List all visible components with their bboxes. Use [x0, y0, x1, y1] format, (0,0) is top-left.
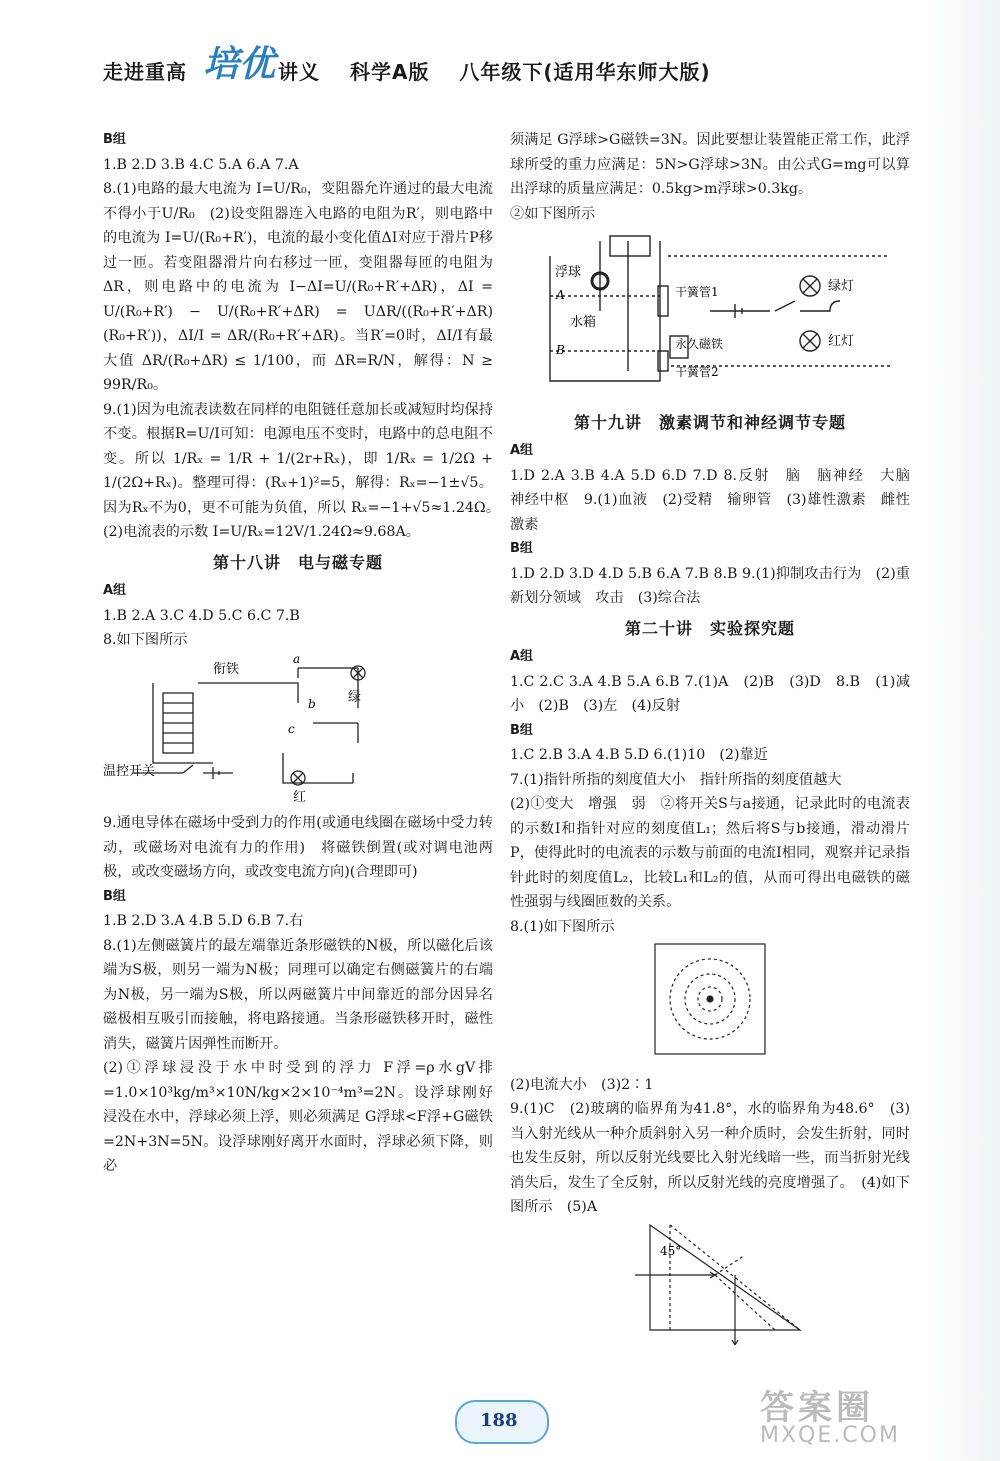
label-A: A: [556, 288, 565, 302]
answer-paragraph: 1.C 2.C 3.A 4.B 5.A 6.B 7.(1)A (2)B (3)D 8.B (1)减小 (2)B (3)左 (4)反射: [510, 673, 910, 714]
label-red-lamp: 红: [293, 789, 307, 803]
book-info-part: 讲义: [278, 60, 320, 84]
answer-paragraph: 须满足 G浮球>G磁铁=3N。因此要想让装置能正常工作，此浮球所受的重力应满足：5N>G浮球>3N。由公式G=mg可以算出浮球的质量应满足：0.5kg>m浮球>0.3kg。: [510, 132, 910, 197]
section-heading: 第二十讲 实验探究题: [624, 618, 795, 638]
answer-paragraph: 9.(1)C (2)玻璃的临界角为41.8°，水的临界角为48.6° (3)当入射光线从一种介质斜射入另一种介质时，会发生折射，同时也发生反射，所以反射光线要比入射光线暗一些，而当折射光线消失后，发生了全反射，所以反射光线的亮度增强了。 (4)如下图所示 (5)A: [510, 1101, 910, 1215]
group-label: B组: [103, 132, 126, 147]
book-info-part: 科学A版: [349, 60, 430, 84]
water-tank-circuit-diagram: [510, 226, 890, 396]
answer-paragraph: 9.(1)因为电流表读数在同样的电阻链任意加长或减短时均保持不变。根据R=U/I可知：电源电压不变时，电路中的总电阻不变。所以 1/Rₓ = 1/R + 1/(2r+Rₓ)，即 1/Rₓ = 1/2Ω + 1/(2Ω+Rₓ)。整理可得：(Rₓ+1)²=5，解得：Rₓ=−1±√5。因为Rₓ不为0，更不可能为负值，所以 Rₓ=−1+√5≈1.24Ω。 (2)电流表的示数 I=U/Rₓ=12V/1.24Ω≈9.68A。: [103, 401, 508, 540]
magnetic-field-diagram: [510, 939, 890, 1064]
answer-paragraph: 7.(1)指针所指的刻度值大小 指针所指的刻度值越大: [510, 771, 842, 788]
label-red-lamp: 红灯: [828, 334, 855, 349]
answer-paragraph: 1.B 2.D 3.B 4.C 5.A 6.A 7.A: [103, 156, 299, 173]
label-magnet: 永久磁铁: [675, 337, 724, 351]
left-column: [103, 128, 508, 1179]
answer-paragraph: 1.B 2.D 3.A 4.B 5.D 6.B 7.右: [103, 913, 304, 929]
label-c: c: [288, 721, 295, 736]
group-label: B组: [103, 888, 126, 904]
series-title: 走进重高: [103, 60, 187, 84]
label-B: B: [556, 343, 565, 357]
answer-paragraph: (2)①浮球浸没于水中时受到的浮力 F浮=ρ水gV排=1.0×10³kg/m³×10N/kg×2×10⁻⁴m³=2N。设浮球刚好浸没在水中，浮球必须上浮，则必须满足 G浮球<F浮+G磁铁=2N+3N=5N。设浮球刚好离开水面时，浮球必须下降，则必: [103, 1060, 493, 1174]
electromagnet-relay-diagram: [103, 653, 393, 803]
label-float: 浮球: [555, 265, 582, 280]
label-a: a: [293, 652, 301, 666]
prism-refraction-diagram: [510, 1220, 890, 1345]
figure-figfield: [510, 939, 910, 1073]
group-label: A组: [510, 649, 534, 664]
label-reed1: 干簧管1: [675, 285, 719, 299]
answer-paragraph: 1.D 2.D 3.D 4.D 5.B 6.A 7.B 8.B 9.(1)抑制攻击行为 (2)重新划分领域 攻击 (3)综合法: [510, 565, 910, 606]
answer-paragraph: (2)电流大小 (3)2∶1: [510, 1076, 654, 1093]
group-label: B组: [510, 541, 533, 556]
watermark-line: MXQE.COM: [760, 1423, 900, 1448]
figure-fig18: [103, 653, 493, 812]
label-angle: 45°: [660, 1243, 682, 1258]
label-green-lamp: 绿: [348, 689, 362, 705]
page-edge-shade: [930, 0, 1000, 1461]
answer-paragraph: (2)①变大 增强 弱 ②将开关S与a接通，记录此时的电流表的示数I和指针对应的刻度值L₁；然后将S与b接通，滑动滑片P，使得此时的电流表的示数与前面的电流I相同，观察并记录指针此时的刻度值L₂，比较L₁和L₂的值，从而可得出电磁铁的磁性强弱与线圈匝数的关系。: [510, 796, 910, 910]
book-info: [278, 56, 733, 85]
watermark-line: 答案圈: [760, 1388, 874, 1428]
page-header: [103, 30, 903, 102]
book-info-part: 八年级下(适用华东师大版): [459, 60, 711, 84]
group-label: A组: [510, 443, 534, 458]
label-reed2: 干簧管2: [675, 365, 719, 379]
label-tank: 水箱: [570, 315, 597, 330]
answer-paragraph: ②如下图所示: [510, 205, 596, 222]
label-thermo-switch: 温控开关: [103, 763, 156, 779]
answer-paragraph: 9.通电导体在磁场中受到力的作用(或通电线圈在磁场中受力转动，或磁场对电流有力的作用) 将磁铁倒置(或对调电池两极，或改变磁场方向，或改变电流方向)(合理即可): [103, 815, 493, 880]
answer-paragraph: 8.(1)电路的最大电流为 I=U/R₀，变阻器允许通过的最大电流不得小于U/R₀ (2)设变阻器连入电路的电阻为R′，则电路中的电流为 I=U/(R₀+R′)，电流的最小变化值ΔI对应于滑片P移过一匝。若变阻器滑片向右移过一匝，变阻器每匝的电阻为ΔR，则电路中的电流为 I−ΔI=U/(R₀+R′+ΔR)，ΔI = U/(R₀+R′) − U/(R₀+R′+ΔR) = UΔR/((R₀+R′+ΔR)(R₀+R′))，ΔI/I = ΔR/(R₀+R′+ΔR)。当R′=0时，ΔI/I有最大值 ΔR/(R₀+ΔR) ≤ 1/100，而 ΔR=R/N，解得：N ≥ 99R/R₀。: [103, 181, 493, 393]
right-column: [510, 128, 925, 1353]
series-logo: 培优: [203, 43, 276, 85]
answer-paragraph: 1.D 2.A 3.B 4.A 5.D 6.D 7.D 8.反射 脑 脑神经 大脑 神经中枢 9.(1)血液 (2)受精 输卵管 (3)雄性激素 雌性激素: [510, 467, 925, 533]
figure-figwater: [510, 226, 910, 405]
answer-paragraph: 8.(1)如下图所示: [510, 918, 615, 935]
answer-paragraph: 8.(1)左侧磁簧片的最左端靠近条形磁铁的N极，所以磁化后该端为S极，则另一端为N极；同理可以确定右侧磁簧片的右端为N极，另一端为S极，所以两磁簧片中间靠近的部分因异名磁极相互吸引而接触，将电路接通。当条形磁铁移开时，磁性消失，磁簧片因弹性而断开。: [103, 937, 493, 1052]
answer-paragraph: 1.B 2.A 3.C 4.D 5.C 6.C 7.B: [103, 607, 300, 624]
section-heading: 第十八讲 电与磁专题: [212, 552, 383, 572]
page-number: 188: [480, 1410, 518, 1431]
group-label: B组: [510, 722, 533, 738]
answer-paragraph: 1.C 2.B 3.A 4.B 5.D 6.(1)10 (2)靠近: [510, 747, 768, 763]
label-green-lamp: 绿灯: [828, 279, 855, 294]
section-heading: 第十九讲 激素调节和神经调节专题: [573, 412, 846, 432]
figure-figprism: [510, 1220, 910, 1354]
answer-paragraph: 8.如下图所示: [103, 632, 188, 648]
label-b: b: [308, 696, 316, 711]
watermark: [760, 1380, 990, 1450]
label-armature: 衔铁: [213, 661, 240, 677]
group-label: A组: [103, 583, 127, 598]
